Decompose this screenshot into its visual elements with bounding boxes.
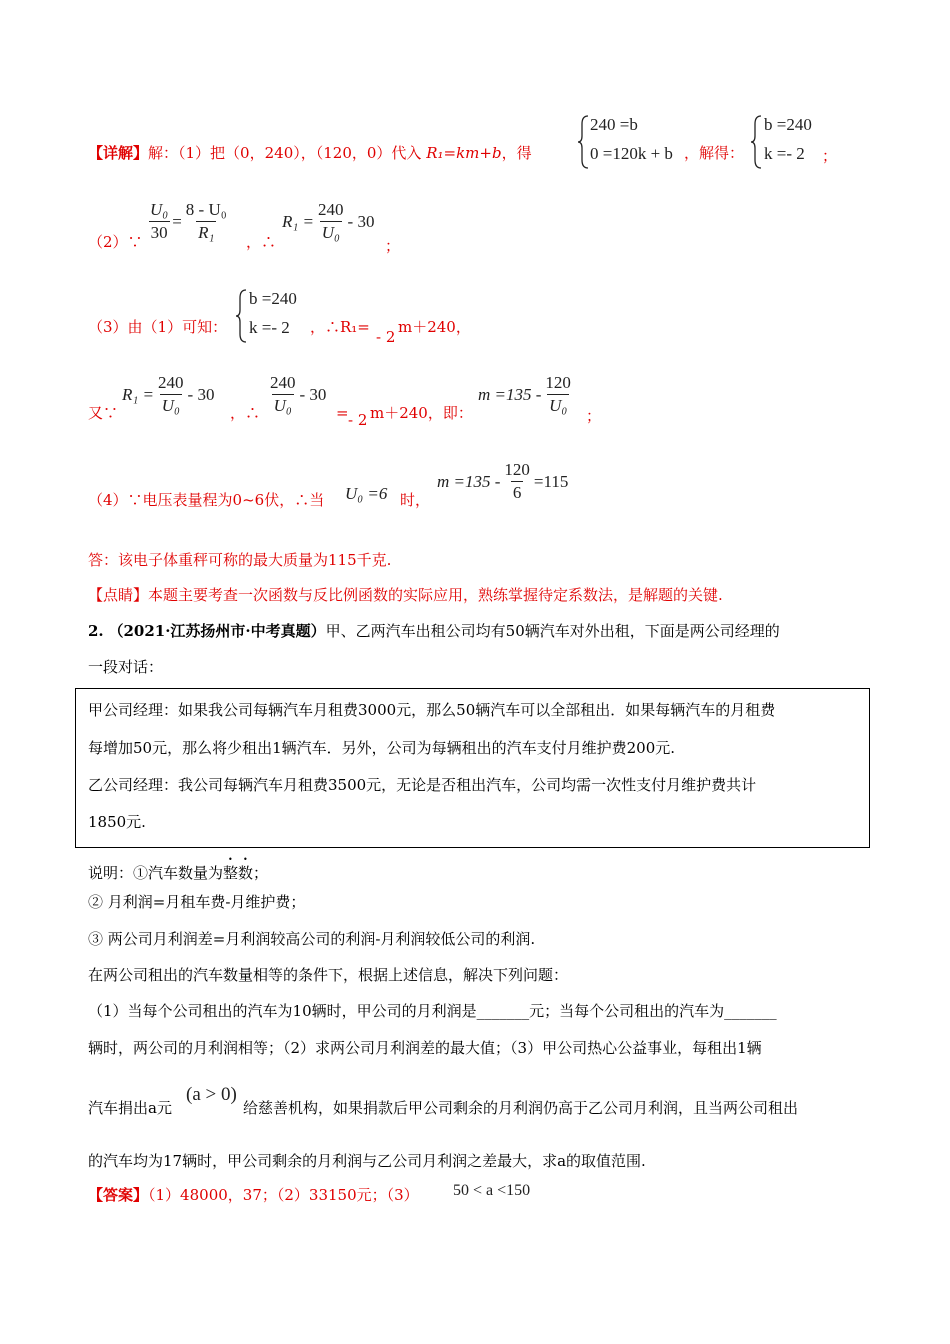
answer-line: 答：该电子体重秤可称的最大质量为115千克. [88,551,392,569]
dialogue-line-2: 每增加50元，那么将少租出1辆汽车．另外，公司为每辆租出的汽车支付月维护费200元. [88,739,676,757]
question-line-4: 的汽车均为17辆时，甲公司剩余的月利润与乙公司月利润之差最大，求a的取值范围. [88,1152,646,1170]
part1-text: 解：（1）把（0，240），（120，0）代入 [148,144,422,162]
system-1-line2: 0 =120k + b [590,144,673,163]
system-1-line1: 240 =b [590,115,638,134]
answer-tag: 【答案】 [88,1186,149,1204]
problem-source: （2021·江苏扬州市·中考真题） [108,622,326,640]
part4-m-formula: m =135 - $\frac{120}{6}$ =115 [437,460,569,502]
system-brace-3 [236,288,248,344]
part4-text: （4）∵电压表量程为0~6伏，∴当 [88,491,325,509]
system-brace-1 [578,114,590,170]
part1-formula: R₁=km+b [426,144,502,162]
note-3: ③ 两公司月利润差=月利润较高公司的利润-月利润较低公司的利润. [88,930,536,948]
detail-tag: 【详解】 [88,144,149,162]
answer-text: （1）48000，37；（2）33150元；（3） [148,1186,419,1204]
note-2: ② 月利润=月租车费-月维护费； [88,893,306,911]
part3-therefore: ，∴R₁= [310,318,370,336]
part3b-formula-2: $\frac{240}{\text{U₀}}$ - 30 [270,373,327,415]
part2-r1-formula: R₁ = $\frac{240}{\text{U₀}}$ - 30 [282,200,375,242]
problem-number: 2. [88,622,104,640]
part2-therefore: ，∴ [246,233,277,251]
part3b-m-formula: m =135 - $\frac{120}{\text{U₀}}$ [478,373,571,415]
problem2-heading [88,621,780,641]
semicolon-1: ； [822,147,838,165]
part3b-therefore: ，∴ [230,404,261,422]
dialogue-line-1: 甲公司经理：如果我公司每辆汽车月租费3000元，那么50辆汽车可以全部租出．如果每辆汽车的月租费 [88,701,776,719]
problem-intro-2: 一段对话： [88,658,164,676]
condition-line: 在两公司租出的汽车数量相等的条件下，根据上述信息，解决下列问题： [88,966,569,984]
dianjing-line: 【点睛】本题主要考查一次函数与反比例函数的实际应用，熟练掌握待定系数法，是解题的关键. [88,586,723,604]
semicolon-3: ； [586,407,602,425]
part4-u0: U₀ =6 [345,484,388,503]
detail-part1 [88,143,532,163]
question-line-3: 汽车捐出a元 [88,1099,172,1117]
emphasized-integer: 整数 [223,864,254,882]
note-1: 说明：①汽车数量为整数； [88,864,269,882]
part2-prefix: （2）∵ [88,233,143,251]
problem-intro-1: 甲、乙两汽车出租公司均有50辆汽车对外出租，下面是两公司经理的 [325,622,780,640]
part3b-eq: = [336,404,349,422]
part3b-prefix: 又∵ [88,404,119,422]
system-2-line2: k =- 2 [764,144,805,163]
semicolon-2: ； [385,237,401,255]
part3b-r1-formula: R₁ = $\frac{240}{\text{U₀}}$ - 30 [122,373,215,415]
answer-block [88,1185,419,1205]
answer-range: 50 < a <150 [453,1182,531,1199]
part3-tail: m＋240， [398,318,471,336]
part3-prefix: （3）由（1）可知： [88,318,228,336]
question-line-2: 辆时，两公司的月利润相等；（2）求两公司月利润差的最大值；（3）甲公司热心公益事业，每租出1辆 [88,1039,762,1057]
solved-label: ，解得： [684,144,745,162]
question-line-1: （1）当每个公司租出的汽车为10辆时，甲公司的月利润是_______元；当每个公司租出的汽车为_______ [88,1002,777,1020]
part2-formula: $\frac{\text{U₀}}{30}$ = $\frac{\text{8 - U₀}}{\text{R₁}}$ [150,200,227,242]
dialogue-line-3: 乙公司经理：我公司每辆汽车月租费3500元，无论是否租出汽车，公司均需一次性支付月维护费共计 [88,776,757,794]
part1-get: ，得 [501,144,532,162]
system-brace-2 [751,114,763,170]
system-2-line1: b =240 [764,115,812,134]
system-3-line1: b =240 [249,289,297,308]
part3b-neg2: - 2 [348,411,368,429]
part3-neg2: - 2 [376,328,396,346]
part3b-tail: m＋240，即： [370,404,473,422]
question-line-3b: 给慈善机构，如果捐款后甲公司剩余的月利润仍高于乙公司月利润，且当两公司租出 [243,1099,799,1117]
dialogue-line-4: 1850元. [88,813,146,831]
part4-when: 时， [400,491,431,509]
a-positive-condition: (a > 0) [186,1084,237,1105]
system-3-line2: k =- 2 [249,318,290,337]
